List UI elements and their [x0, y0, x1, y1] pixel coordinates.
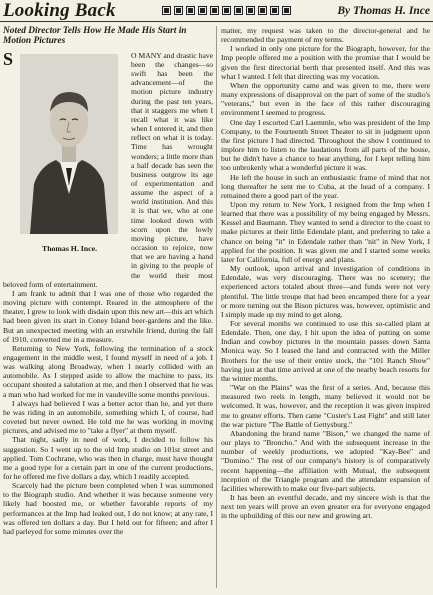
paragraph: One day I escorted Carl Laemmle, who was president of the Imp Company, to the Fourteenth Street Theater to sit in judgment upon the first picture I had directed. Throughout the show I continued to implore him to listen to the laudations from all parts of the house, but he didn't have a chance to hear anything, for I kept telling him too unbrokenly what a wonderful picture it was.: [221, 117, 430, 173]
portrait-figure: [14, 52, 125, 268]
ornament-box-icon: [186, 6, 195, 15]
paragraph: When the opportunity came and was given to me, there were many expressions of disapproval on the part of some of the studio's "veterans," but even in the face of this rather discouraging environment I seemed to progress.: [221, 80, 430, 118]
ornament-box-icon: [210, 6, 219, 15]
drop-cap: S: [3, 48, 14, 69]
portrait-photo: [20, 54, 118, 234]
ornament-row: [162, 6, 291, 15]
paragraph: [3, 48, 213, 289]
paragraph: Returning to New York, following the termination of a stock engagement in the middle west, I found myself in need of a job. I was walking along Broadway, when I nearly collided with an automobile. As I stepped aside to allow the machine to pass, its occupant shouted a salutation at me, and then I observed that he was a man who had worked for me in vaudeville some months previous.: [3, 343, 213, 399]
paragraph: He left the house in such an enthusiastic frame of mind that not long thereafter he sent me to Cuba, at the head of a company. I remained there a good part of the year.: [221, 172, 430, 200]
ornament-box-icon: [234, 6, 243, 15]
masthead: [0, 0, 433, 22]
ornament-box-icon: [258, 6, 267, 15]
left-column: [3, 26, 213, 592]
ornament-box-icon: [282, 6, 291, 15]
ornament-box-icon: [270, 6, 279, 15]
paragraph: For several months we continued to use this so-called plant at Edendale. Then, one day, I hit upon the idea of putting on some Indian and cowboy pictures in the mountain passes down Santa Monica way. So I leased the land and contracted with the Miller Brothers for the use of their entire stock, the "101 Ranch Show" having just at that time arrived at one of the nearby beach resorts for the winter months.: [221, 319, 430, 383]
ornament-box-icon: [174, 6, 183, 15]
byline: By Thomas H. Ince: [337, 4, 430, 17]
ornament-box-icon: [222, 6, 231, 15]
paragraph: My outlook, upon arrival and investigation of conditions in Edendale, was very discouraging. There was no scenery; the experienced actors totaled about three—and funds were not very plentiful. The little troupe that had been encamped there for a year or more turning out the Bison pictures was, however, optimistic and I simply made up my mind to get along.: [221, 264, 430, 319]
column-title: Looking Back: [3, 0, 116, 21]
article-headline: Noted Director Tells How He Made His Start in Motion Pictures: [3, 26, 187, 47]
paragraph: Abandoning the brand name "Bison," we changed the name of our plays to "Broncho." And with the subsequent increase in the number of weekly productions, we adopted "Kay-Bee" and "Domino." The rest of our company's history is of comparatively recent happening—the affiliation with Mutual, the subsequent inception of the Triangle program and the attendant expansion of facilities wherewith to make our five-part subjects.: [221, 428, 430, 493]
paragraph: It has been an eventful decade, and my sincere wish is that the next ten years will prove an even greater era for everyone engaged in the upbuilding of this our new and growing art.: [221, 492, 430, 521]
paragraph: I always had believed I was a better actor than he, and yet there he was riding in an automobile, something which I, of course, had coveted but never owned. He told me he was working in moving pictures, and advised me to "take a flyer" at them myself.: [3, 398, 213, 436]
paragraph: I worked in only one picture for the Biograph, however, for the Imp people offered me a position with the promise that I would be given the first directorial berth that presented itself. And this was what I wanted. I felt that directing was my vocation.: [221, 44, 430, 81]
paragraph: "War on the Plains" was the first of a series. And, because this measured two reels in length, many believed it would not be welcomed. It was, however, and the reception it was given inspired me to greater efforts. Then came "Custer's Last Fight" and still later the war picture "The Battle of Gettysburg.": [221, 383, 430, 429]
photo-caption: Thomas H. Ince.: [42, 243, 98, 253]
ornament-box-icon: [246, 6, 255, 15]
paragraph: Scarcely had the picture been completed when I was summoned to the Biograph studio. And whether it was because someone very likely had boosted me, or whether favorable reports of my performances at the Imp had leaked out, I do not know; at any rate, I was offered ten dollars a day. But I held out for fifteen; and after I had parleyed for some minutes over the: [3, 481, 213, 536]
paragraph-text: O MANY and drastic have been the changes—so swift has been the advancement—of the motion picture industry during the past ten years, that it staggers me when I recall what it was like when I entered it, and then reflect on what it is today. Time has wrought wonders; a little more than a half decade has seen the business outgrow its age of experimentation and assume the aspect of a world institution. And this it is that we, who at one time looked down with scorn upon the lowly moving picture, have occasion to rejoice, now that we are having a hand in giving to the people of the world their most beloved form of entertainment.: [3, 50, 213, 289]
portrait-image: [20, 54, 118, 234]
paragraph: I am frank to admit that I was one of those who regarded the moving picture with contempt. Reared in the atmosphere of the theater, I grew to look with disdain upon this new art—this art which had been given its start in Coney Island beer-gardens and the like. But an unexpected meeting with an erstwhile friend, during the fall of 1910, converted me in a measure.: [3, 288, 213, 344]
paragraph: matter, my request was taken to the director-general and he recommended the payment of my terms.: [221, 26, 430, 45]
column-divider: [216, 26, 217, 588]
ornament-box-icon: [198, 6, 207, 15]
right-column: [221, 26, 430, 592]
paragraph: That night, sadly in need of work, I decided to follow his suggestion. So I went up to the old Imp studio on 101st street and applied. Tom Cochrane, who was then in charge, must have thought me a good type for a certain part in one of the current productions, for he offered me five dollars a day, which I readily accepted.: [3, 435, 213, 481]
ornament-box-icon: [162, 6, 171, 15]
paragraph: Upon my return to New York, I resigned from the Imp when I learned that there was a possibility of my being engaged by Messrs. Kessel and Baumann. They wanted to send a director to the coast to make pictures at their little Edendale plant, and preferring to take a chance on being "it" in Edendale rather than "nit" in New York, I applied for the position. It was given me and I started some weeks later for California, full of energy and plans.: [221, 199, 430, 264]
